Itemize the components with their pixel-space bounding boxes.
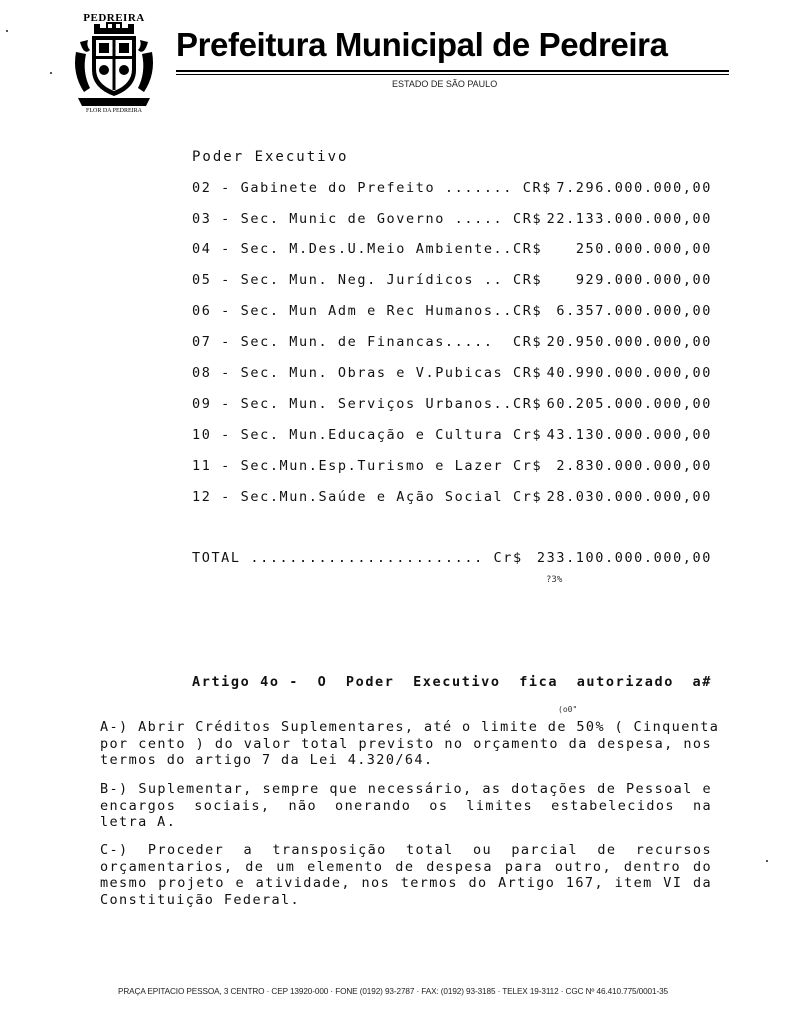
budget-row-desc: 10 - Sec. Mun.Educação e Cultura Cr$ bbox=[192, 427, 543, 443]
budget-row-value: 6.357.000.000,00 bbox=[556, 303, 712, 319]
budget-row-value: 20.950.000.000,00 bbox=[546, 334, 712, 350]
article-word: Poder bbox=[345, 674, 395, 690]
crest-top-text: PEDREIRA bbox=[83, 12, 145, 24]
page-footer: PRAÇA EPITACIO PESSOA, 3 CENTRO · CEP 13920-000 · FONE (0192) 93-2787 · FAX: (0192) 93-3185 · TELEX 19-3112 · CGC Nº 46.410.775/0001-35 bbox=[118, 987, 668, 996]
state-name: ESTADO DE SÃO PAULO bbox=[392, 79, 498, 89]
budget-row-desc: 06 - Sec. Mun Adm e Rec Humanos..CR$ bbox=[192, 303, 543, 319]
budget-row-value: 40.990.000.000,00 bbox=[546, 365, 712, 381]
paragraph-line: orçamentarios, de um elemento de despesa para outro, dentro do bbox=[100, 858, 712, 875]
budget-row-desc: 11 - Sec.Mun.Esp.Turismo e Lazer Cr$ bbox=[192, 458, 543, 474]
budget-row bbox=[192, 241, 712, 261]
header-rule bbox=[176, 70, 729, 72]
paragraph-a bbox=[100, 719, 720, 769]
budget-row-value: 22.133.000.000,00 bbox=[546, 211, 712, 227]
budget-total-label: TOTAL ........................ Cr$ bbox=[192, 550, 523, 566]
budget-row-value: 7.296.000.000,00 bbox=[556, 180, 712, 196]
paragraph-line: B-) Suplementar, sempre que necessário, as dotações de Pessoal e bbox=[100, 781, 712, 797]
budget-row bbox=[192, 180, 712, 200]
budget-row bbox=[192, 272, 712, 292]
budget-row bbox=[192, 396, 712, 416]
budget-row-value: 43.130.000.000,00 bbox=[546, 427, 712, 443]
paragraph-line: mesmo projeto e atividade, nos termos do Artigo 167, item VI da bbox=[100, 875, 712, 891]
budget-row-value: 60.205.000.000,00 bbox=[546, 396, 712, 412]
budget-row-desc: 04 - Sec. M.Des.U.Meio Ambiente..CR$ bbox=[192, 241, 543, 257]
scan-speck bbox=[50, 72, 52, 74]
article-mark: (o0" bbox=[558, 705, 578, 714]
paragraph-line: termos do artigo 7 da Lei 4.320/64. bbox=[100, 752, 434, 768]
budget-row-desc: 09 - Sec. Mun. Serviços Urbanos..CR$ bbox=[192, 396, 543, 412]
budget-row-desc: 03 - Sec. Munic de Governo ..... CR$ bbox=[192, 211, 543, 227]
budget-row bbox=[192, 211, 712, 231]
article-heading bbox=[192, 674, 712, 690]
article-word: Executivo bbox=[413, 674, 501, 690]
paragraph-line: A-) Abrir Créditos Suplementares, até o limite de 50% ( Cinquenta bbox=[100, 719, 720, 735]
coat-of-arms-icon bbox=[68, 12, 160, 120]
paragraph-c bbox=[100, 842, 712, 908]
paragraph-b bbox=[100, 781, 712, 831]
budget-row-desc: 07 - Sec. Mun. de Financas..... CR$ bbox=[192, 334, 543, 350]
header-rule-thin bbox=[176, 74, 729, 75]
budget-row bbox=[192, 365, 712, 385]
page-title: Prefeitura Municipal de Pedreira bbox=[176, 26, 668, 63]
budget-row-value: 250.000.000,00 bbox=[575, 241, 712, 257]
section-title: Poder Executivo bbox=[192, 149, 349, 165]
budget-row bbox=[192, 427, 712, 447]
budget-row bbox=[192, 303, 712, 323]
paragraph-line: encargos sociais, não onerando os limites estabelecidos na bbox=[100, 797, 712, 814]
paragraph-line: C-) Proceder a transposição total ou parcial de recursos bbox=[100, 842, 712, 858]
article-word: autorizado bbox=[576, 674, 674, 690]
scan-speck bbox=[766, 860, 768, 862]
budget-row-desc: 05 - Sec. Mun. Neg. Jurídicos .. CR$ bbox=[192, 272, 543, 288]
paragraph-line: letra A. bbox=[100, 814, 177, 830]
scan-speck bbox=[6, 30, 8, 32]
budget-row-value: 929.000.000,00 bbox=[575, 272, 712, 288]
article-word: fica bbox=[519, 674, 559, 690]
paragraph-line: Constituição Federal. bbox=[100, 891, 301, 908]
article-word: a# bbox=[692, 674, 712, 690]
article-word: Artigo 4o - bbox=[192, 674, 300, 690]
municipal-coat-of-arms bbox=[68, 12, 160, 120]
article-word: O bbox=[317, 674, 328, 690]
budget-row-desc: 08 - Sec. Mun. Obras e V.Pubicas CR$ bbox=[192, 365, 543, 381]
budget-total-row bbox=[192, 550, 712, 570]
budget-row bbox=[192, 458, 712, 478]
total-handwritten-note: ?3% bbox=[546, 575, 563, 585]
budget-row-desc: 02 - Gabinete do Prefeito ....... CR$ bbox=[192, 180, 552, 196]
crest-bottom-text: FLOR DA PEDREIRA bbox=[85, 108, 142, 114]
paragraph-line: por cento ) do valor total previsto no orçamento da despesa, nos bbox=[100, 735, 712, 752]
budget-row-value: 28.030.000.000,00 bbox=[546, 489, 712, 505]
budget-row-value: 2.830.000.000,00 bbox=[556, 458, 712, 474]
budget-total-value: 233.100.000.000,00 bbox=[536, 550, 712, 566]
budget-row bbox=[192, 489, 712, 509]
budget-row-desc: 12 - Sec.Mun.Saúde e Ação Social Cr$ bbox=[192, 489, 543, 505]
budget-row bbox=[192, 334, 712, 354]
